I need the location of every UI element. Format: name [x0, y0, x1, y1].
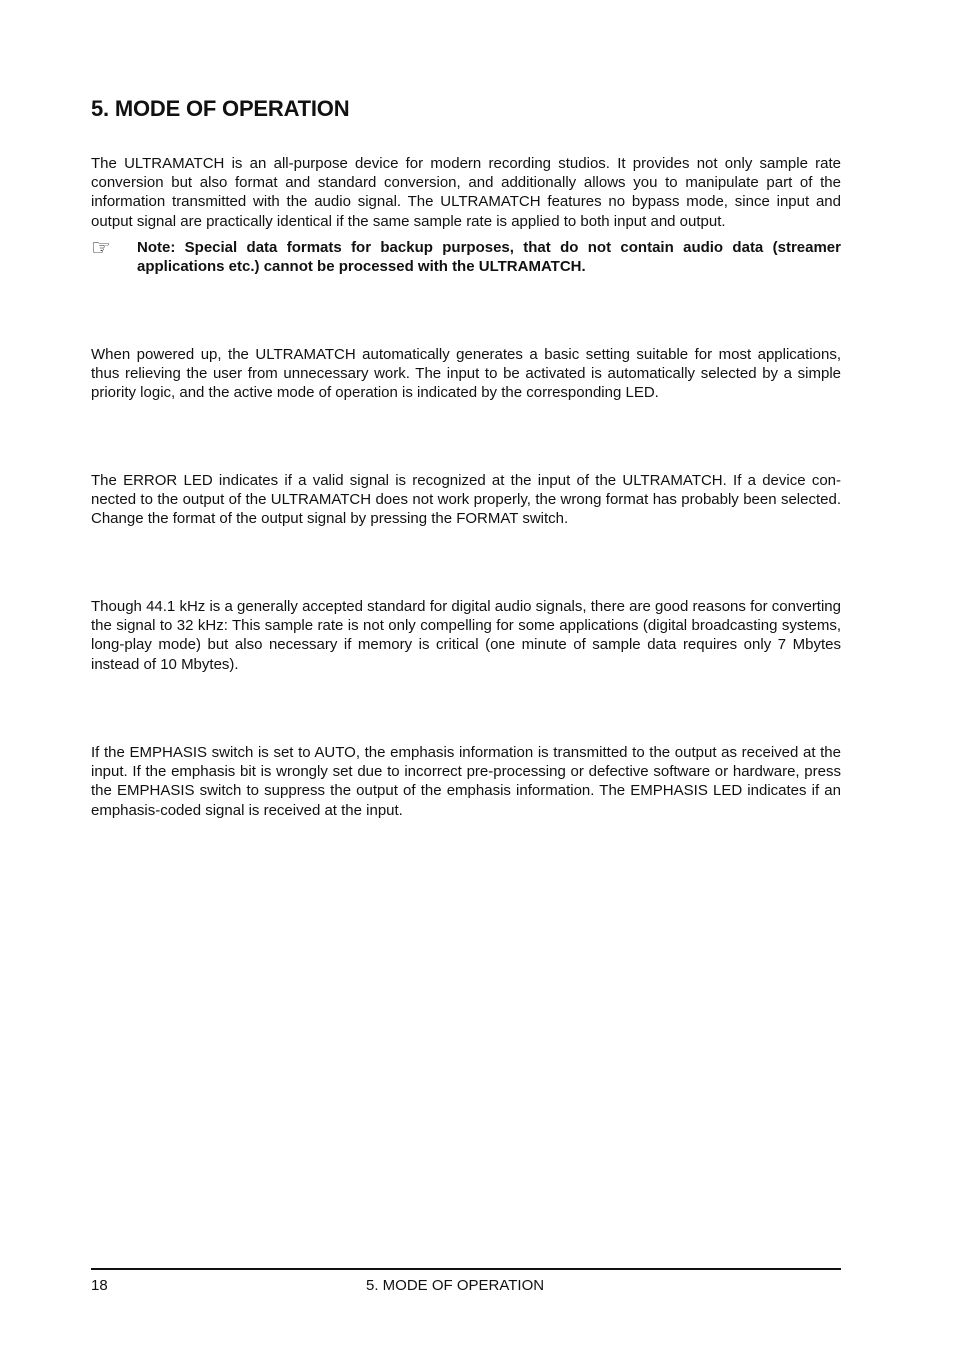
footer-title: 5. MODE OF OPERATION	[366, 1277, 545, 1294]
pointing-hand-icon: ☞	[91, 235, 111, 260]
intro-paragraph: The ULTRAMATCH is an all-purpose device for modern recording studios. It provides not only sample rate conversion but also format and standard conversion, and additionally allows you to manipulate part of the information transmitted with the audio signal. The ULTRAMATCH features no bypass mode, since input and output signal are practically identical if the same sample rate is applied to both input and output.	[91, 155, 841, 230]
footer-rule	[91, 1268, 841, 1270]
emphasis-paragraph: If the EMPHASIS switch is set to AUTO, the emphasis information is transmitted to the output as received at the input. If the emphasis bit is wrongly set due to incorrect pre-processing or defective software or hardware, press the EMPHASIS switch to suppress the output of the emphasis information. The EMPHASIS LED indicates if an emphasis-coded signal is received at the input.	[91, 744, 841, 819]
note-text: Note: Special data formats for backup purposes, that do not contain audio data (streamer applications etc.) cannot be processed with the ULTRAMATCH.	[137, 239, 841, 275]
error-led-paragraph: The ERROR LED indicates if a valid signal is recognized at the input of the ULTRAMATCH. If a device connected to the output of the ULTRAMATCH does not work properly, the wrong format has probably been selected. Change the format of the output signal by pressing the FORMAT switch.	[91, 472, 841, 528]
page-number: 18	[91, 1277, 108, 1294]
sample-rate-paragraph: Though 44.1 kHz is a generally accepted standard for digital audio signals, there are good reasons for converting the signal to 32 kHz: This sample rate is not only compelling for some applications (digital broadcasting systems, long-play mode) but also necessary if memory is critical (one minute of sample data requires only 7 Mbytes instead of 10 Mbytes).	[91, 598, 841, 673]
note-block	[91, 235, 841, 276]
power-up-paragraph: When powered up, the ULTRAMATCH automatically generates a basic setting suitable for most applications, thus relieving the user from unnecessary work. The input to be activated is automatically selected by a simple priority logic, and the active mode of operation is indicated by the corresponding LED.	[91, 346, 841, 402]
section-heading: 5. MODE OF OPERATION	[91, 96, 350, 121]
